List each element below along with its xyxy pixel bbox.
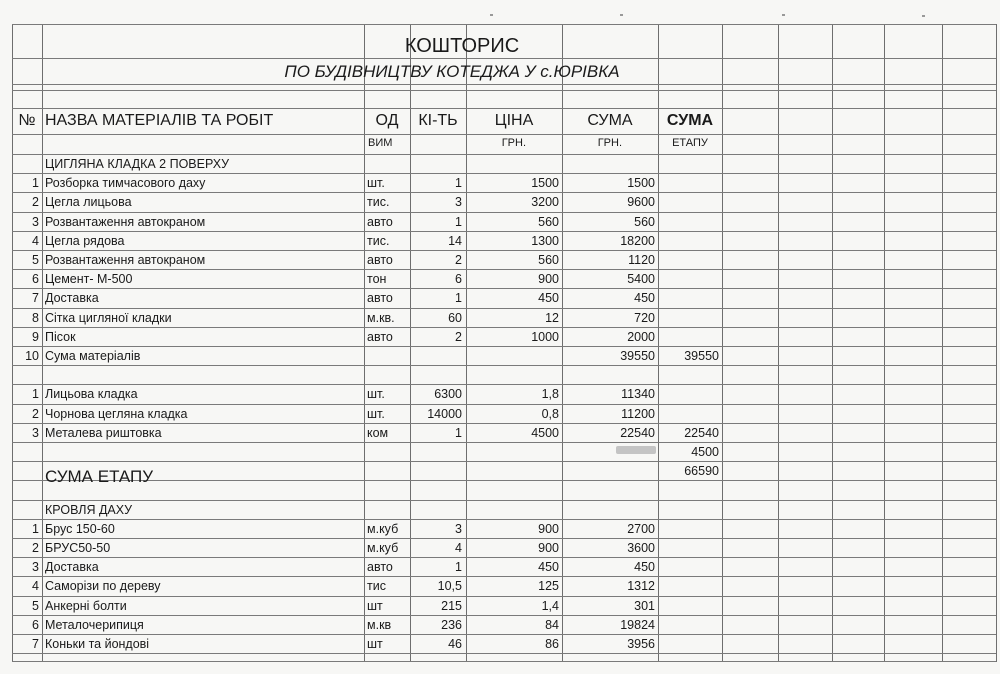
cell-name: Металочерипиця [45,617,144,632]
cell-qty [410,462,462,480]
cell-unit [367,501,411,519]
cell-num: 10 [25,349,39,363]
cell-name: Лицьова кладка [45,387,138,402]
grid-hline [12,24,996,25]
strike-smudge [616,446,656,454]
cell-sum [562,481,655,499]
cell-price: 1000 [531,329,559,344]
col-stage-sum-subheader: ЕТАПУ [672,137,708,149]
cell-num: 1 [32,387,39,402]
cell-price: 1300 [531,233,559,248]
cell-unit: шт. [367,406,385,421]
cell-name: Розборка тимчасового даху [45,176,206,191]
estimate-sheet [12,24,996,662]
cell-price: 560 [538,253,559,267]
scan-speck [782,14,785,16]
cell-stage [658,481,719,499]
cell-sum: 11340 [621,387,655,402]
col-price-header: ЦІНА [494,112,534,129]
cell-stage [658,251,719,269]
col-qty-header: КІ-ТЬ [418,112,458,129]
cell-num [12,481,39,499]
cell-name [45,443,363,461]
cell-name: Анкерні болти [45,598,127,613]
cell-name: Цемент- М-500 [45,272,133,287]
cell-unit: авто [367,214,393,229]
cell-name: ЦИГЛЯНА КЛАДКА 2 ПОВЕРХУ [45,157,230,171]
cell-unit: шт [367,598,383,613]
cell-unit: шт [367,637,383,651]
cell-stage [658,309,719,327]
cell-qty: 46 [448,637,462,651]
cell-name: Саморізи по дереву [45,579,161,594]
grid-hline [12,661,996,662]
cell-price: 1500 [531,176,559,191]
cell-stage [658,577,719,595]
cell-unit: авто [367,560,393,575]
document-subtitle: ПО БУДІВНИЦТВУ КОТЕДЖА У с.ЮРІВКА [284,62,620,81]
cell-stage: 39550 [684,349,719,363]
cell-sum [562,366,655,384]
cell-stage [658,366,719,384]
cell-qty: 1 [455,291,462,306]
cell-unit: шт. [367,387,385,402]
cell-name: БРУС50-50 [45,541,111,555]
grid-vline [996,24,997,662]
cell-sum [562,462,655,480]
cell-sum: 11200 [621,406,655,421]
cell-num: 1 [32,176,39,191]
cell-sum [562,155,655,173]
cell-name: Доставка [45,560,99,575]
cell-qty: 2 [455,253,462,267]
cell-qty: 215 [441,598,462,613]
cell-unit: тон [367,272,387,287]
cell-sum: 2700 [627,521,655,536]
cell-num: 3 [32,560,39,575]
cell-unit: авто [367,329,393,344]
scan-speck [620,14,623,16]
cell-qty [410,347,462,365]
cell-num: 5 [32,253,39,267]
cell-stage [658,558,719,576]
cell-name [45,366,363,384]
cell-qty: 6 [455,272,462,287]
cell-qty: 14000 [427,406,462,421]
cell-qty [410,501,462,519]
scan-speck [490,14,493,16]
cell-price: 900 [538,272,559,287]
cell-stage: 4500 [691,445,719,459]
cell-num: 2 [32,541,39,555]
cell-sum [562,501,655,519]
cell-stage [658,213,719,231]
cell-price: 0,8 [541,406,559,421]
cell-price: 86 [545,637,559,651]
cell-num [12,155,39,173]
cell-stage [658,635,719,653]
col-num-header: № [18,112,36,129]
cell-unit: ком [367,425,389,440]
cell-name [45,481,363,499]
cell-qty: 6300 [434,387,462,402]
cell-price: 900 [538,541,559,555]
cell-qty: 3 [455,521,462,536]
cell-unit: м.кв. [367,310,395,325]
cell-stage: 22540 [684,425,719,440]
cell-sum: 5400 [627,272,655,287]
cell-sum: 19824 [620,617,655,632]
grid-vline [832,24,833,662]
cell-qty: 1 [455,425,462,440]
cell-qty [410,155,462,173]
cell-stage [658,193,719,211]
cell-price: 1,4 [541,598,559,613]
cell-num [12,501,39,519]
cell-num: 8 [32,310,39,325]
cell-num: 3 [32,214,39,229]
grid-vline [722,24,723,662]
cell-stage [658,616,719,634]
cell-unit: авто [367,291,393,306]
col-sum-subheader: ГРН. [597,137,622,149]
cell-num: 2 [32,195,39,210]
cell-unit [367,462,411,480]
cell-name: Сітка цигляної кладки [45,310,172,325]
cell-price: 12 [545,310,559,325]
cell-stage [658,270,719,288]
cell-name: Пісок [45,329,76,344]
cell-sum: 1312 [627,579,655,594]
cell-num: 4 [32,579,39,594]
cell-unit: тис. [367,233,390,248]
cell-qty: 1 [455,214,462,229]
document-title: КОШТОРИС [404,35,520,57]
cell-name: СУМА ЕТАПУ [45,467,154,487]
cell-price: 125 [538,579,559,594]
cell-name: Коньки та йондові [45,637,150,651]
cell-num: 7 [32,637,39,651]
cell-sum: 450 [634,291,655,306]
cell-qty: 236 [441,617,462,632]
grid-vline [778,24,779,662]
cell-price [466,155,559,173]
cell-price [466,347,559,365]
cell-name: КРОВЛЯ ДАХУ [45,502,133,517]
cell-num: 9 [32,329,39,344]
cell-name: Розвантаження автокраном [45,253,206,267]
cell-sum: 2000 [627,329,655,344]
cell-price: 3200 [531,195,559,210]
cell-qty: 1 [455,560,462,575]
cell-sum: 301 [634,598,655,613]
cell-name: Брус 150-60 [45,521,115,536]
cell-stage [658,520,719,538]
cell-stage [658,385,719,403]
grid-vline [942,24,943,662]
cell-num: 7 [32,291,39,306]
cell-stage [658,232,719,250]
cell-qty [410,366,462,384]
cell-unit: авто [367,253,393,267]
cell-name: Цегла лицьова [45,195,132,210]
cell-num: 3 [32,425,39,440]
col-unit-subheader: ВИМ [368,137,393,149]
col-price-subheader: ГРН. [501,137,526,149]
cell-sum: 39550 [620,349,655,363]
cell-unit: шт. [367,176,385,191]
cell-unit: тис [367,579,386,594]
cell-unit [367,366,411,384]
cell-price: 450 [538,560,559,575]
cell-price [466,481,559,499]
cell-stage [658,597,719,615]
cell-sum: 720 [634,310,655,325]
cell-sum: 3600 [627,541,655,555]
cell-sum: 18200 [620,233,655,248]
cell-sum: 22540 [620,425,655,440]
cell-num [12,366,39,384]
cell-unit [367,347,411,365]
cell-price [466,501,559,519]
cell-qty [410,443,462,461]
cell-qty: 1 [455,176,462,191]
cell-qty: 14 [448,233,462,248]
cell-unit [367,443,411,461]
col-name-header: НАЗВА МАТЕРІАЛІВ ТА РОБІТ [45,112,274,129]
col-stage-sum-header: СУМА [666,112,714,129]
cell-qty: 3 [455,195,462,210]
cell-stage [658,539,719,557]
cell-unit: м.кв [367,617,392,632]
cell-name: Розвантаження автокраном [45,214,206,229]
cell-price: 450 [538,291,559,306]
cell-price: 1,8 [541,387,559,402]
cell-price: 900 [538,521,559,536]
cell-num: 6 [32,272,39,287]
cell-sum: 450 [634,560,655,575]
col-sum-header: СУМА [587,112,633,129]
cell-stage [658,328,719,346]
cell-sum: 560 [634,214,655,229]
cell-stage: 66590 [684,464,719,479]
cell-unit [367,155,411,173]
cell-price: 84 [545,617,559,632]
cell-sum: 1120 [628,253,655,267]
cell-qty: 2 [455,329,462,344]
grid-vline [42,24,43,662]
cell-name: Сума матеріалів [45,349,141,363]
cell-unit: м.куб [367,541,399,555]
cell-name: Металева риштовка [45,425,162,440]
cell-name: Чорнова цегляна кладка [45,406,188,421]
cell-stage [658,289,719,307]
cell-sum: 9600 [627,195,655,210]
cell-price: 4500 [531,425,559,440]
cell-name: Доставка [45,291,99,306]
grid-hline [12,653,996,654]
cell-num [12,443,39,461]
cell-num: 1 [32,521,39,536]
cell-price: 560 [538,214,559,229]
cell-num: 2 [32,406,39,421]
cell-price [466,462,559,480]
cell-num [12,462,39,480]
cell-unit: м.куб [367,521,399,536]
cell-stage [658,155,719,173]
grid-vline [884,24,885,662]
scan-speck [922,15,925,17]
cell-qty: 4 [455,541,462,555]
cell-price [466,366,559,384]
cell-qty [410,481,462,499]
cell-sum: 3956 [627,637,655,651]
cell-sum: 1500 [627,176,655,191]
cell-stage [658,501,719,519]
grid-hline [12,90,996,91]
cell-num: 4 [32,233,39,248]
cell-qty: 60 [448,310,462,325]
cell-unit: тис. [367,195,390,210]
cell-unit [367,481,411,499]
cell-num: 6 [32,617,39,632]
cell-name: Цегла рядова [45,233,125,248]
cell-num: 5 [32,598,39,613]
col-unit-header: ОД [375,112,399,129]
cell-stage [658,405,719,423]
cell-qty: 10,5 [437,579,462,594]
cell-stage [658,174,719,192]
cell-price [466,443,559,461]
